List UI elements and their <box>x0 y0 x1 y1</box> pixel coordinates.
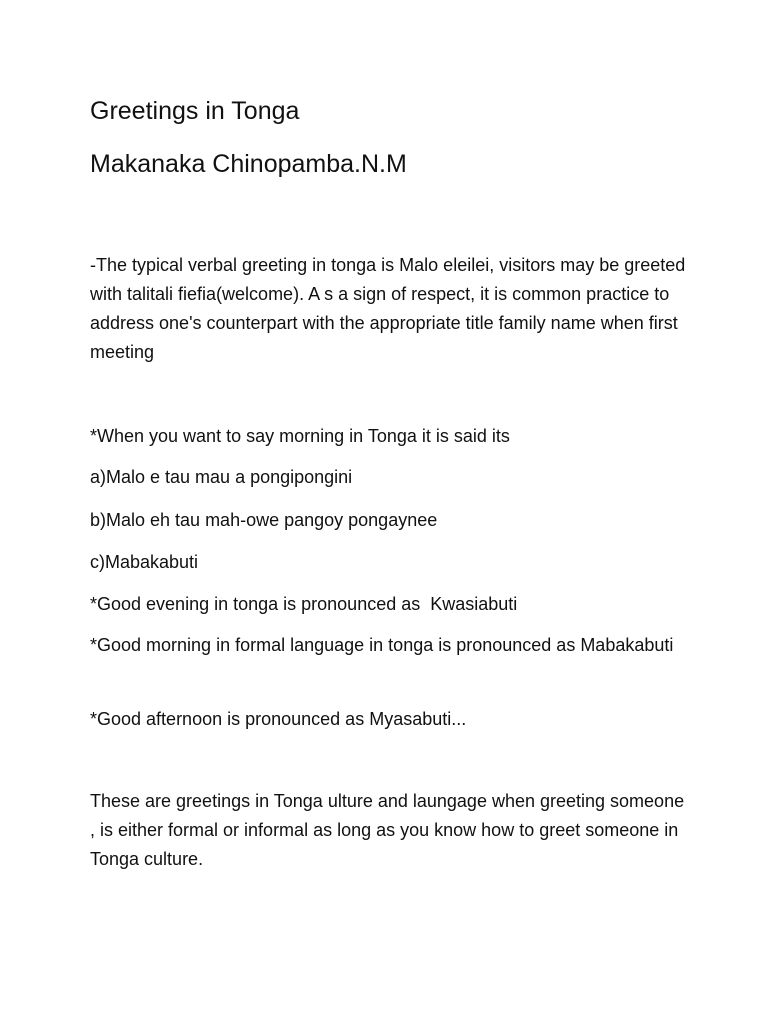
morning-option-b: b)Malo eh tau mah-owe pangoy pongaynee <box>90 510 438 530</box>
document-title: Greetings in Tonga <box>90 97 300 125</box>
morning-option-c: c)Mabakabuti <box>90 552 199 572</box>
good-evening-line: *Good evening in tonga is pronounced as Kwasiabuti <box>90 594 518 614</box>
good-morning-formal-paragraph: *Good morning in formal language in tonga is pronounced as Mabakabuti <box>90 635 674 655</box>
morning-option-a: a)Malo e tau mau a pongipongini <box>90 467 353 487</box>
good-afternoon-line: *Good afternoon is pronounced as Myasabuti... <box>90 709 467 729</box>
morning-intro-line: *When you want to say morning in Tonga it is said its <box>90 426 510 446</box>
document-author: Makanaka Chinopamba.N.M <box>90 150 407 178</box>
intro-paragraph: -The typical verbal greeting in tonga is Malo eleilei, visitors may be greeted with talitali fiefia(welcome). A s a sign of respect, it is common practice to address one's counterpart with the appropriate title family name when first meeting <box>90 255 686 362</box>
closing-paragraph: These are greetings in Tonga ulture and laungage when greeting someone , is either formal or informal as long as you know how to greet someone in Tonga culture. <box>90 791 685 869</box>
